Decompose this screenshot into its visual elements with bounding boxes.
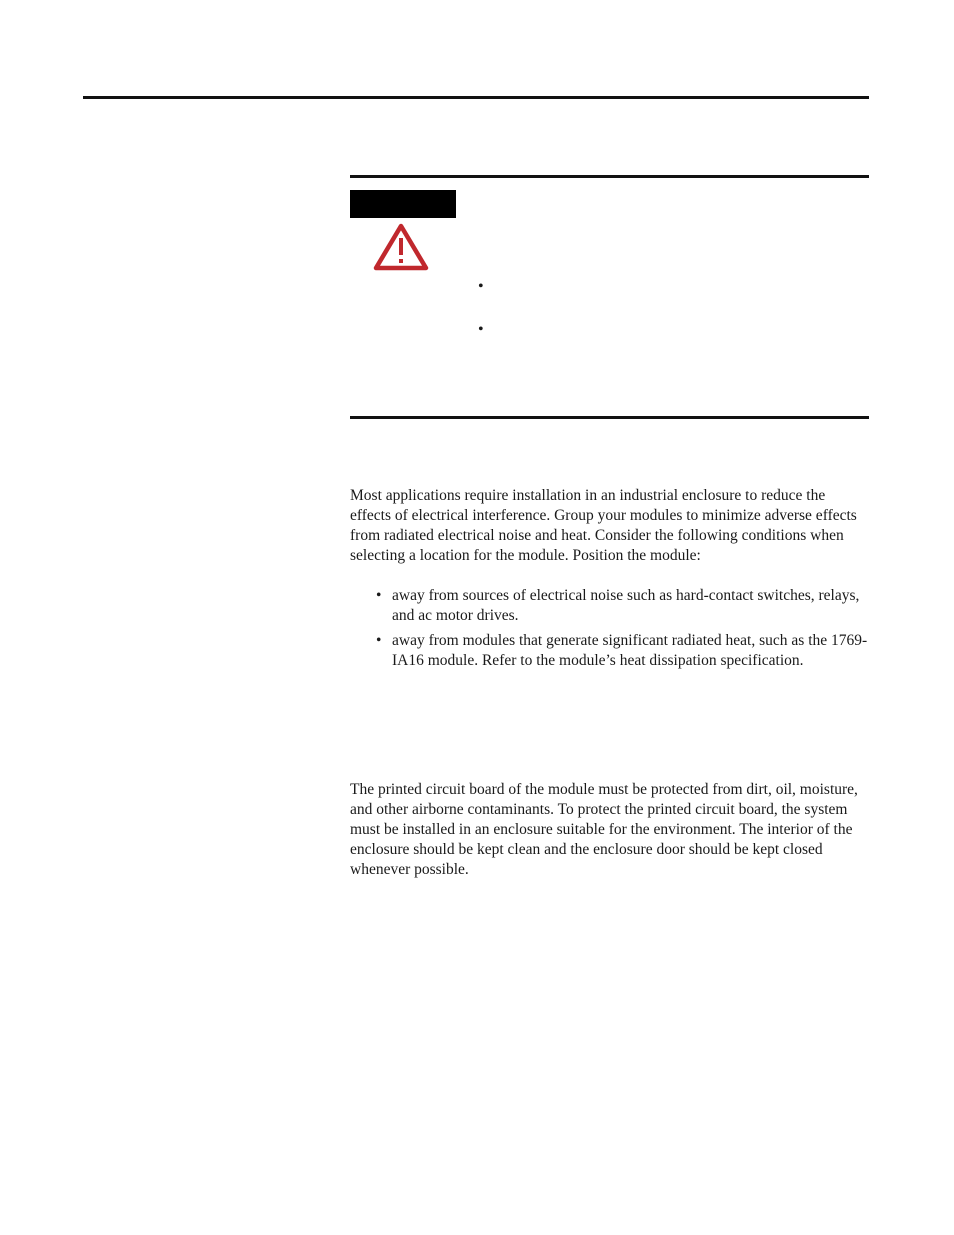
list-bullet: • bbox=[376, 587, 382, 604]
environment-intro: Most applications require installation in an industrial enclosure to reduce the effects of electrical interference. Group your modules to minimize adverse effects from radiated electrical noise and heat. Consider the following conditions when selecting a location for the module. Position the module: bbox=[350, 487, 857, 564]
page-header-rule bbox=[83, 96, 869, 99]
list-item bbox=[376, 586, 871, 626]
warning-label bbox=[350, 190, 456, 218]
warning-bullet: • bbox=[478, 278, 484, 295]
protection-paragraph: The printed circuit board of the module must be protected from dirt, oil, moisture, and other airborne contaminants. To protect the printed circuit board, the system must be installed in an enclosure suitable for the environment. The interior of the enclosure should be kept clean and the enclosure door should be kept closed whenever possible. bbox=[350, 781, 858, 878]
list-item bbox=[376, 631, 871, 671]
warning-top-rule bbox=[350, 175, 869, 178]
environment-list bbox=[376, 586, 871, 676]
warning-bottom-rule bbox=[350, 416, 869, 419]
warning-bullet: • bbox=[478, 321, 484, 338]
list-bullet: • bbox=[376, 632, 382, 649]
warning-triangle-icon bbox=[372, 222, 430, 272]
list-item-text: away from sources of electrical noise such as hard-contact switches, relays, and ac motor drives. bbox=[392, 587, 860, 624]
list-item-text: away from modules that generate significant radiated heat, such as the 1769-IA16 module. Refer to the module’s heat dissipation specification. bbox=[392, 632, 868, 669]
